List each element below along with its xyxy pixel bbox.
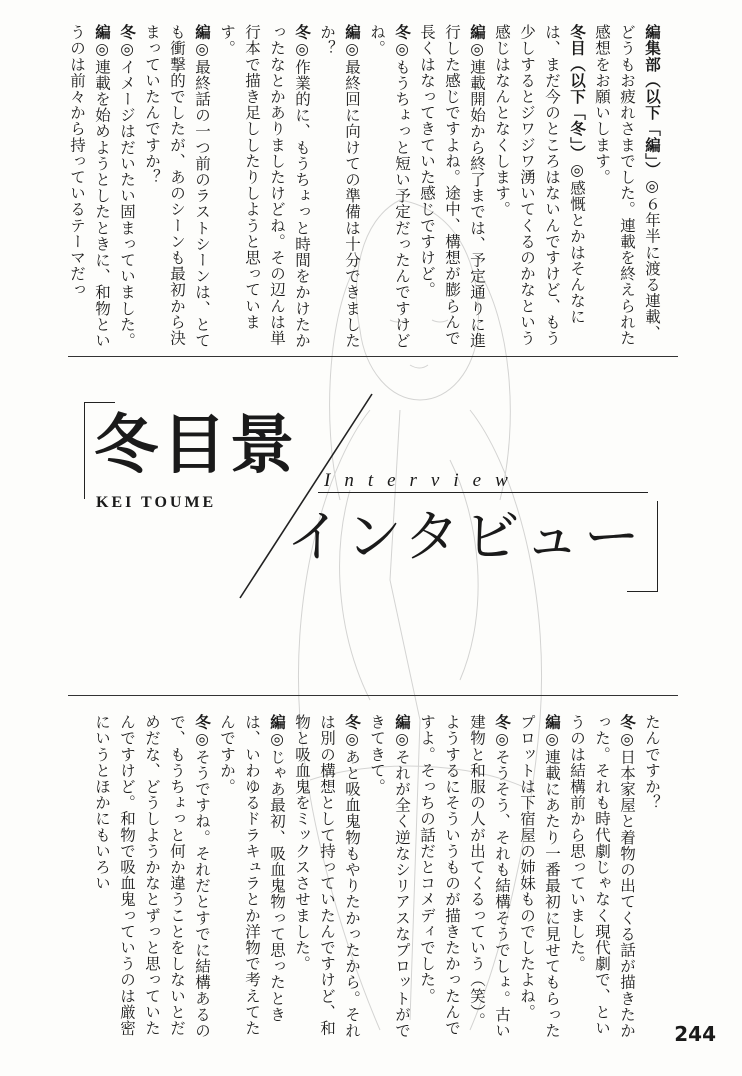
speech-text: ６年半に渡る連載、どうもお疲れさまでした。連載を終えられた感想をお願いします。 (593, 24, 661, 346)
speech-text: 日本家屋と着物の出てくる話が描きたかった。それも時代劇じゃなく現代劇で、というのは結構前から思っていました。 (568, 714, 636, 1039)
interview-paragraph (314, 24, 364, 354)
speaker-label: 編◎ (393, 714, 411, 749)
divider-top (68, 356, 678, 357)
speech-text: じゃあ最初、吸血鬼物って思ったときは、いわゆるドラキュラとか洋物で考えてたんですか。 (218, 714, 286, 1036)
interview-paragraph (514, 714, 564, 1044)
interview-paragraph (564, 714, 639, 1044)
interview-paragraph (289, 714, 364, 1044)
speaker-label: 冬目（以下「冬」）◎ (568, 24, 586, 180)
speaker-label: 編◎ (268, 714, 286, 749)
interview-paragraph (364, 24, 414, 354)
speech-text: たんですか？ (643, 714, 661, 811)
speech-text: 連載開始から終了までは、予定通りに進行した感じですよね。途中、構想が膨らんで長くはなってきていた感じですけど。 (418, 24, 486, 349)
speech-text: 作業的に、もうちょっと時間をかけたかったなとかありましたけどね。その辺んは単行本で描き足ししたりしようと思っています。 (218, 24, 311, 349)
interview-paragraph (214, 714, 289, 1044)
speaker-label: 編集部（以下「編」）◎ (643, 24, 661, 196)
interview-label-jp: インタビュー (286, 505, 644, 570)
speech-text: 連載にあたり一番最初に見せてもらったプロットは下宿屋の姉妹ものでしたよね。 (518, 714, 561, 1039)
title-block (72, 392, 672, 612)
interview-paragraph (89, 714, 214, 1044)
speaker-label: 編◎ (468, 24, 486, 59)
interview-paragraph (414, 714, 514, 1044)
speech-text: イメージはだいたい固まっていました。 (118, 58, 136, 349)
speech-text: そうですね。それだとすでに結構あるので、もうちょっと何か違うことをしないとだめだな、どうしようかなとずっと思っていたんですけど。和物で吸血鬼っていうのは厳密にいうとほかにもいろい (93, 714, 211, 1039)
speaker-label: 冬◎ (343, 714, 361, 749)
speech-text: そうそう、それも結構そうでしょ。古い建物と和服の人が出てくるっていう（笑）。ようするにそういうものが描きたかったんですよ。そっちの話だとコメディでした。 (418, 714, 511, 1039)
speaker-label: 冬◎ (293, 24, 311, 59)
speaker-label: 編◎ (193, 24, 211, 59)
speaker-label: 編◎ (543, 714, 561, 749)
interview-paragraph (414, 24, 489, 354)
speaker-label: 冬◎ (193, 714, 211, 749)
interview-paragraph (64, 24, 114, 354)
speech-text: 最終回に向けての準備は十分できましたか？ (318, 24, 361, 349)
speech-text: 最終話の一つ前のラストシーンは、とても衝撃的でしたが、あのシーンも最初から決まっていたんですか？ (143, 24, 211, 349)
divider-bottom (68, 695, 678, 696)
interview-paragraph (139, 24, 214, 354)
interview-text-bottom (64, 714, 664, 1044)
speaker-label: 編◎ (343, 24, 361, 59)
speaker-label: 冬◎ (618, 714, 636, 749)
author-name-en: KEI TOUME (96, 494, 217, 511)
interview-paragraph (589, 24, 664, 354)
interview-paragraph (489, 24, 589, 354)
interview-paragraph (364, 714, 414, 1044)
speaker-label: 編◎ (93, 24, 111, 59)
speaker-label: 冬◎ (393, 24, 411, 59)
author-name-jp: 冬目景 (94, 408, 298, 483)
page-number: 244 (674, 1022, 716, 1046)
speech-text: もうちょっと短い予定だったんですけどね。 (368, 24, 411, 349)
interview-paragraph (214, 24, 314, 354)
interview-underline (318, 492, 648, 493)
interview-paragraph (639, 714, 664, 1044)
speech-text: 連載を始めようとしたときに、和物というのは前々から持っているテーマだっ (68, 24, 111, 349)
interview-text-top (64, 24, 664, 354)
interview-label-en: Interview (324, 470, 522, 491)
interview-paragraph (114, 24, 139, 354)
speech-text: あと吸血鬼物もやりたかったから。それは別の構想として持っていたんですけど、和物と吸血鬼をミックスさせました。 (293, 714, 361, 1039)
speech-text: それが全く逆なシリアスなプロットができてきて。 (368, 714, 411, 1039)
speaker-label: 冬◎ (493, 714, 511, 749)
speaker-label: 冬◎ (118, 24, 136, 59)
speech-text: 感慨とかはそんなには、まだ今のところはないんですけど、もう少しするとジワジワ湧いてくるのかなという感じはなんとなくします。 (493, 24, 586, 346)
